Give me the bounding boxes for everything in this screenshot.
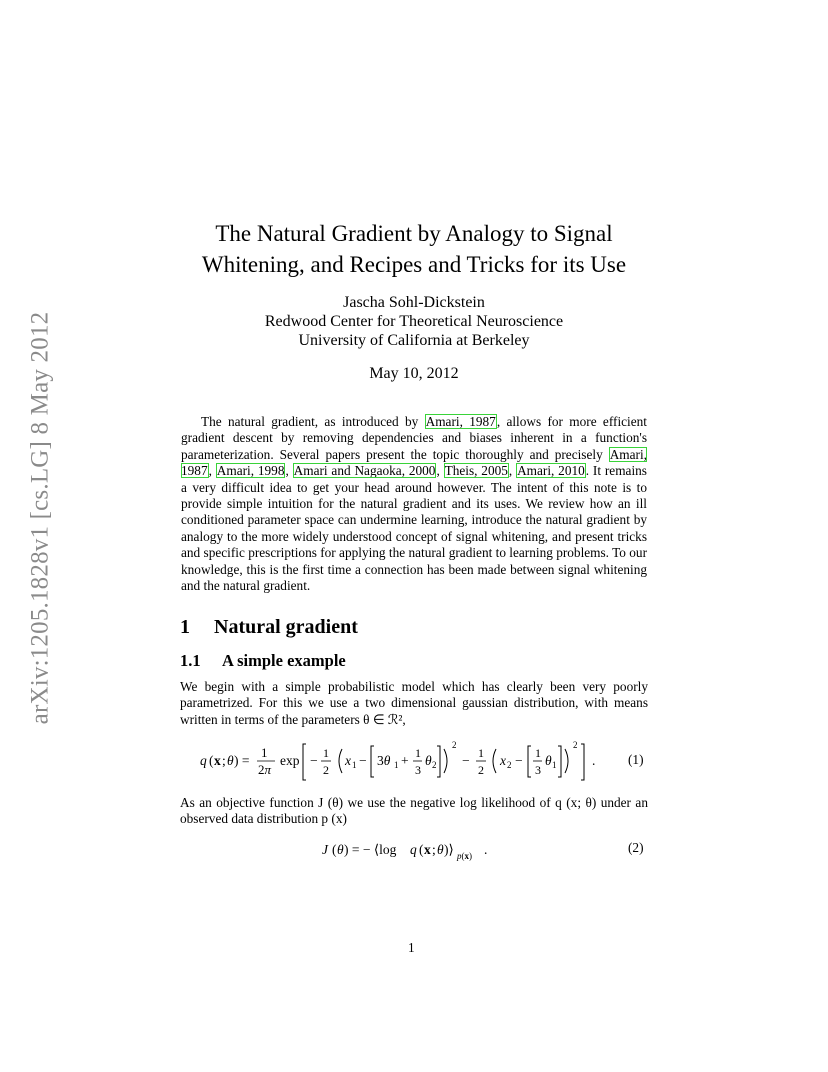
svg-text:1: 1 [352,760,357,770]
abstract-segment: , allows for more efficient gradient descent by removing dependencies and biases inherent in a function's parameterization. Several papers present the topic thoroughly and precisely [181,414,647,462]
svg-text:J: J [322,842,328,857]
svg-text:2: 2 [507,760,512,770]
abstract-text: The natural gradient, as introduced by Amari, 1987, allows for more efficient gradient descent by removing dependencies and biases inherent in a function's parameterization. Several papers present the topic thoroughly and precisely Amari, 1987, Amari, 1998, Amari and Nagaoka, 2000, Theis, 2005, Amari, 2010. It remains a very difficult idea to get your head around however. The intent of this note is to provide simple intuition for the natural gradient and its uses. We review how an ill conditioned parameter space can undermine learning, introduce the natural gradient by analogy to the more widely understood concept of signal whitening, and present tricks and specific prescriptions for applying the natural gradient to learning problems. To our knowledge, this is the first time a connection has been made between signal whitening and the natural gradient. [181,414,647,594]
equation-2 [322,840,502,870]
title-line-1: The Natural Gradient by Analogy to Signal [215,221,613,246]
svg-text:−: − [515,753,523,768]
svg-text:1: 1 [478,746,484,760]
svg-text:1: 1 [415,746,421,760]
svg-text:1: 1 [261,745,268,760]
svg-text:;: ; [222,753,226,768]
svg-text:1: 1 [323,746,329,760]
svg-text:2: 2 [323,763,329,777]
svg-text:q: q [410,842,417,857]
arxiv-identifier-sidebar [18,292,62,744]
svg-text:θ: θ [437,842,444,857]
svg-text:(: ( [332,842,337,857]
page-number: 1 [408,940,415,955]
section-title: Natural gradient [214,616,358,638]
svg-text:2: 2 [478,763,484,777]
svg-text:3θ: 3θ [377,753,391,768]
author-name: Jascha Sohl-Dickstein [343,294,485,311]
svg-text:2: 2 [452,740,457,750]
abstract-segment: . It remains a very difficult idea to get your head around however. The intent of this note is to provide simple intuition for the natural gradient and its uses. We review how an ill conditioned parameter space can undermine learning, introduce the natural gradient by analogy to the more widely understood concept of signal whitening, and present tricks and specific prescriptions for applying the natural gradient to learning problems. To our knowledge, this is the first time a connection has been made between signal whitening and the natural gradient. [181,463,647,594]
svg-text:)⟩: )⟩ [444,842,454,857]
svg-text:2: 2 [432,760,437,770]
citation-link[interactable]: Theis, 2005 [444,463,508,479]
citation-link[interactable]: Amari, 2010 [517,463,585,479]
title-line-2: Whitening, and Recipes and Tricks for its Use [201,252,627,277]
subsection-heading [180,651,346,671]
svg-text:exp: exp [280,753,300,768]
paper-title [180,218,648,280]
svg-text:.: . [592,753,596,768]
svg-text:3: 3 [535,763,541,777]
svg-text:x: x [500,753,506,768]
section-heading [180,616,358,639]
svg-text:p(x): p(x) [457,851,472,861]
svg-text:1: 1 [394,760,399,770]
equation-1-graphic [200,740,620,784]
svg-text:3: 3 [415,763,421,777]
svg-text:) = − ⟨log: ) = − ⟨log [344,842,397,857]
svg-text:.: . [484,842,488,857]
author-affiliation-2: University of California at Berkeley [298,332,530,349]
svg-text:1: 1 [535,746,541,760]
equation-2-number: (2) [628,840,644,855]
abstract [181,414,647,594]
citation-link[interactable]: Amari, 1998 [216,463,285,479]
svg-text:) =: ) = [234,753,250,768]
svg-text:(: ( [419,842,424,857]
section-number: 1 [180,616,190,638]
svg-text:θ: θ [545,753,552,768]
abstract-segment: The natural gradient, as introduced by [201,414,425,429]
svg-text:q: q [200,753,207,768]
svg-text:x: x [214,753,221,768]
body-paragraph-2: As an objective function J (θ) we use the negative log likelihood of q (x; θ) under an observed data distribution p (x) [180,795,648,827]
svg-text:2: 2 [573,740,578,750]
citation-link[interactable]: Amari, 1987 [425,414,496,429]
svg-text:x: x [345,753,351,768]
svg-text:−: − [310,753,318,768]
svg-text:+: + [401,753,409,768]
arxiv-identifier-text: arXiv:1205.1828v1 [cs.LG] 8 May 2012 [26,311,54,725]
equation-1-number: (1) [628,752,644,767]
svg-text:θ: θ [227,753,234,768]
equation-1 [200,740,620,788]
citation-link[interactable]: Amari and Nagaoka, 2000 [293,463,436,479]
svg-text:−: − [359,753,367,768]
svg-text:θ: θ [337,842,344,857]
author-block [180,293,648,350]
svg-text:(: ( [209,753,214,768]
citation-link[interactable]: Amari, 1987 [181,446,647,479]
svg-text:2π: 2π [258,762,272,777]
body-paragraph-1: We begin with a simple probabilistic model which has clearly been very poorly parametrized. For this we use a two dimensional gaussian distribution, with means written in terms of the parameters θ ∈ ℛ², [180,679,648,727]
svg-text:−: − [462,753,470,768]
equation-2-graphic [322,840,502,866]
svg-text:;: ; [432,842,436,857]
author-affiliation-1: Redwood Center for Theoretical Neuroscience [264,313,564,330]
svg-text:1: 1 [552,760,557,770]
svg-text:x: x [424,842,431,857]
publication-date: May 10, 2012 [369,365,459,382]
subsection-title: A simple example [222,651,346,670]
subsection-number: 1.1 [180,651,201,670]
svg-text:θ: θ [425,753,432,768]
